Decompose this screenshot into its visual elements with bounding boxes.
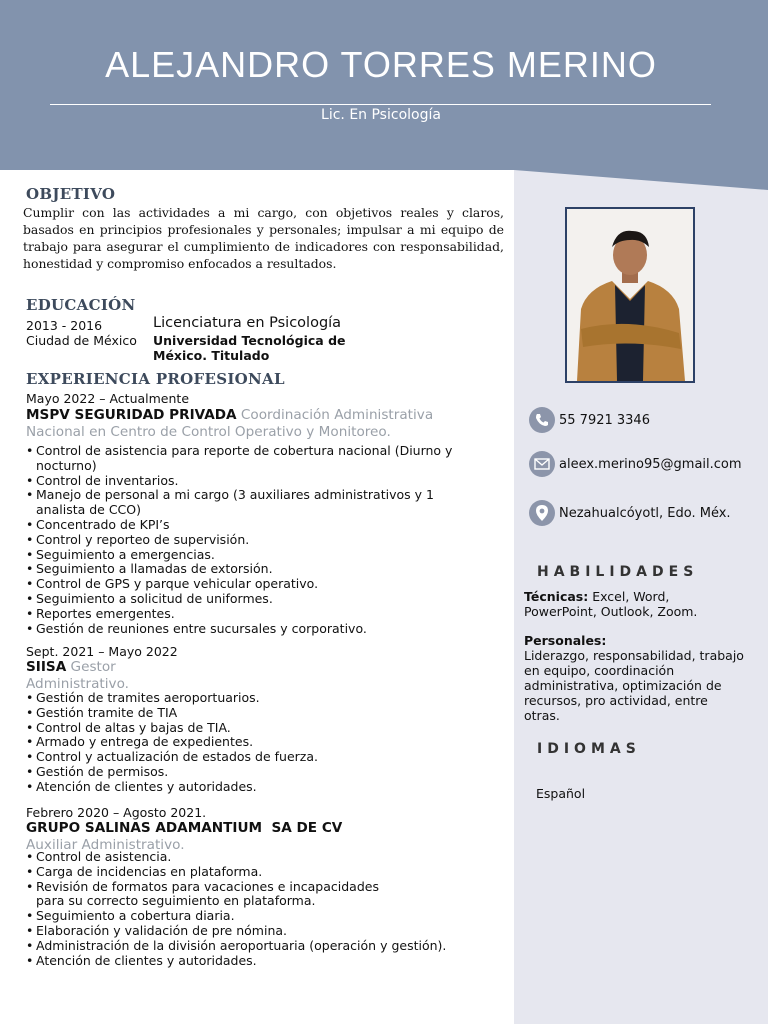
job-role: Coordinación Administrativa Nacional en Centro de Control Operativo y Monitoreo.	[26, 407, 434, 440]
list-item: • Atención de clientes y autoridades.	[26, 954, 486, 969]
contact-phone	[529, 407, 650, 433]
phone-icon	[529, 407, 555, 433]
list-item: • Gestión de tramites aeroportuarios.	[26, 691, 486, 706]
objective-title: OBJETIVO	[26, 185, 116, 203]
job-date: Febrero 2020 – Agosto 2021.	[26, 805, 207, 820]
header-background	[0, 0, 768, 190]
list-item: • Concentrado de KPI’s	[26, 518, 486, 533]
job-bullets	[26, 691, 486, 795]
list-item: • Control y actualización de estados de fuerza.	[26, 750, 486, 765]
education-title: EDUCACIÓN	[26, 296, 136, 314]
email-icon	[529, 451, 555, 477]
job-header	[26, 659, 146, 693]
list-item: • Control de inventarios.	[26, 474, 486, 489]
list-item: • Control de altas y bajas de TIA.	[26, 721, 486, 736]
skills-technical	[524, 589, 744, 619]
list-item: • Gestión de reuniones entre sucursales y corporativo.	[26, 622, 486, 637]
list-item: • Control de asistencia para reporte de cobertura nacional (Diurno y nocturno)	[26, 444, 486, 474]
job-bullets	[26, 444, 486, 636]
list-item: • Seguimiento a cobertura diaria.	[26, 909, 486, 924]
skills-personal-text: Liderazgo, responsabilidad, trabajo en equipo, coordinación administrativa, optimización de recursos, pro actividad, entre otras.	[524, 648, 744, 723]
skills-technical-label: Técnicas:	[524, 589, 589, 604]
skills-personal	[524, 633, 744, 723]
list-item: • Armado y entrega de expedientes.	[26, 735, 486, 750]
contact-location	[529, 500, 731, 526]
list-item: • Revisión de formatos para vacaciones e incapacidades para su correcto seguimiento en plataforma.	[26, 880, 406, 910]
candidate-title: Lic. En Psicología	[321, 107, 441, 123]
job-date: Sept. 2021 – Mayo 2022	[26, 644, 178, 659]
list-item: • Manejo de personal a mi cargo (3 auxiliares administrativos y 1 analista de CCO)	[26, 488, 446, 518]
list-item: • Carga de incidencias en plataforma.	[26, 865, 486, 880]
skills-technical-text: Excel, Word, PowerPoint, Outlook, Zoom.	[524, 589, 698, 619]
list-item: • Reportes emergentes.	[26, 607, 486, 622]
contact-email	[529, 451, 742, 477]
list-item: • Seguimiento a emergencias.	[26, 548, 486, 563]
language-item: Español	[536, 786, 586, 801]
list-item: • Control y reporteo de supervisión.	[26, 533, 486, 548]
candidate-name: ALEJANDRO TORRES MERINO	[105, 44, 657, 85]
list-item: • Control de asistencia.	[26, 850, 486, 865]
list-item: • Elaboración y validación de pre nómina.	[26, 924, 486, 939]
job-company: GRUPO SALINAS ADAMANTIUM SA DE CV	[26, 820, 343, 836]
location-pin-icon	[529, 500, 555, 526]
objective-text: Cumplir con las actividades a mi cargo, con objetivos reales y claros, basados en principios profesionales y personales; impulsar a mi equipo de trabajo para asegurar el cumplimiento de indicadores con responsabilidad, honestidad y compromiso enfocados a resultados.	[23, 205, 504, 271]
list-item: • Seguimiento a llamadas de extorsión.	[26, 562, 486, 577]
education-meta	[26, 318, 137, 348]
skills-title: HABILIDADES	[537, 564, 699, 580]
job-company: MSPV SEGURIDAD PRIVADA	[26, 407, 237, 423]
list-item: • Administración de la división aeroportuaria (operación y gestión).	[26, 939, 486, 954]
job-company: SIISA	[26, 659, 67, 675]
list-item: • Seguimiento a solicitud de uniformes.	[26, 592, 486, 607]
education-school: Universidad Tecnológica de México. Titulado	[153, 333, 346, 363]
location-text: Nezahualcóyotl, Edo. Méx.	[559, 505, 731, 521]
job-role: Gestor Administrativo.	[26, 659, 129, 692]
list-item: • Gestión tramite de TIA	[26, 706, 486, 721]
education-years: 2013 - 2016	[26, 318, 103, 333]
header-divider	[50, 104, 711, 105]
list-item: • Atención de clientes y autoridades.	[26, 780, 486, 795]
job-header	[26, 407, 456, 441]
job-date: Mayo 2022 – Actualmente	[26, 391, 190, 406]
profile-photo	[565, 207, 695, 383]
list-item: • Control de GPS y parque vehicular operativo.	[26, 577, 486, 592]
skills-personal-label: Personales:	[524, 633, 607, 648]
list-item: • Gestión de permisos.	[26, 765, 486, 780]
header-band	[0, 0, 768, 190]
person-silhouette	[567, 209, 693, 381]
phone-number[interactable]: 55 7921 3346	[559, 412, 650, 428]
education-degree: Licenciatura en Psicología	[153, 315, 342, 331]
education-location: Ciudad de México	[26, 333, 137, 348]
job-role: Auxiliar Administrativo.	[26, 837, 185, 853]
languages-title: IDIOMAS	[537, 741, 641, 757]
experience-title: EXPERIENCIA PROFESIONAL	[26, 370, 285, 388]
email-address[interactable]: aleex.merino95@gmail.com	[559, 456, 742, 472]
job-bullets	[26, 850, 486, 968]
